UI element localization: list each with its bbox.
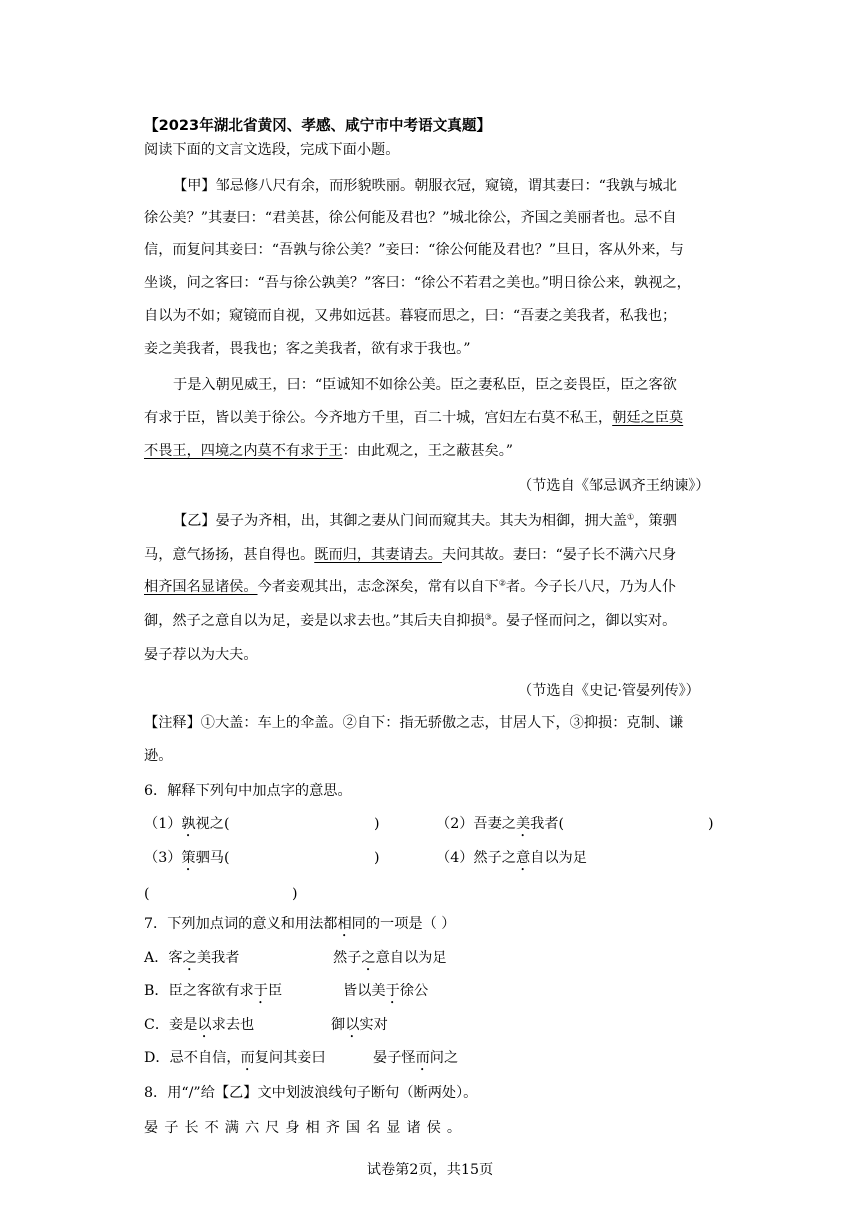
option-d-part2: [373, 1048, 458, 1074]
instruction: 阅读下面的文言文选段，完成下面小题。: [144, 142, 400, 158]
option-b-part1[interactable]: [144, 981, 282, 1007]
item-text: 我者(: [530, 816, 565, 832]
passage-line: 坐谈，问之客曰：“吾与徐公孰美？”客曰：“徐公不若君之美也。”明日徐公来，孰视之，: [144, 275, 691, 291]
q6-item-4: [436, 848, 587, 874]
wavy-underlined-sentence: 相齐国名显诸侯。: [144, 579, 258, 595]
sentence-to-punctuate: 晏子长不满六尺身相齐国名显诸侯。: [144, 1120, 468, 1136]
dotted-char: 而: [240, 1050, 255, 1066]
question-7-stem: [144, 914, 456, 940]
option-text: 徐公: [399, 983, 429, 999]
q6-blank-2-close: ): [708, 816, 714, 832]
option-text: 御: [331, 1017, 346, 1033]
item-text: 驷马(: [195, 850, 230, 866]
stem-text: 同的一项是（ ）: [351, 916, 456, 932]
passage-line: [144, 611, 676, 631]
option-text: 求去也: [211, 1017, 255, 1033]
dotted-char: 美: [515, 816, 531, 832]
option-text: 皆以美: [343, 983, 386, 999]
q6-blank-4-close: ): [292, 886, 298, 902]
passage-text: 夫问其故。妻曰：“晏子长不满六尺身: [441, 547, 677, 563]
option-text: 晏子怪: [373, 1050, 416, 1066]
source-citation: （节选自《邹忌讽齐王纳谏》）: [518, 478, 710, 494]
stem-text: 7．下列加点词的意义和用法都: [144, 916, 338, 932]
passage-text: ，策驷: [634, 513, 677, 529]
page-number: 试卷第2页，共15页: [366, 1162, 494, 1178]
option-text: 问之: [429, 1050, 459, 1066]
underlined-sentence: 朝廷之臣莫: [612, 410, 684, 426]
passage-text: 御，然子之意自以为足，妾是以求去也。”其后夫自抑损: [144, 613, 485, 629]
underlined-sentence: 不畏王，四境之内莫不有求于王: [144, 443, 343, 459]
footnote-mark: ②: [498, 578, 506, 588]
question-6-stem: 6．解释下列句中加点字的意思。: [144, 783, 352, 799]
passage-text: 。晏子怪而问之，御以实对。: [491, 613, 677, 629]
footnote-mark: ①: [627, 512, 635, 522]
item-text: （2）吾妻之: [436, 816, 516, 832]
dotted-char: 相: [337, 916, 352, 932]
dotted-char: 之: [182, 950, 197, 966]
passage-text: ：由此观之，王之蔽甚矣。”: [342, 443, 514, 459]
annotation-line: 逊。: [144, 748, 173, 764]
passage-line: 徐公美？”其妻曰：“君美甚，徐公何能及君也？”城北徐公，齐国之美丽者也。忌不自: [144, 210, 677, 226]
option-text: 复问其妾曰: [254, 1050, 326, 1066]
item-text: 自以为足: [530, 850, 587, 866]
q6-blank-3-close: ): [374, 850, 380, 866]
question-8-stem: 8．用“/”给【乙】文中划波浪线句子断句（断两处）。: [144, 1085, 478, 1101]
dotted-char: 孰: [181, 816, 196, 832]
item-number: （3）: [144, 850, 182, 866]
option-d-part1[interactable]: [144, 1048, 326, 1074]
item-text: 视之(: [195, 816, 230, 832]
passage-text: 【乙】晏子为齐相，出，其御之妻从门间而窥其夫。其夫为相御，拥大盖: [173, 513, 628, 529]
passage-line: 于是入朝见威王，曰：“臣诚知不如徐公美。臣之妻私臣，臣之妾畏臣，臣之客欲: [173, 377, 677, 393]
passage-text: 马，意气扬扬，甚自得也。: [144, 547, 315, 563]
passage-line: 【甲】邹忌修八尺有余，而形貌昳丽。朝服衣冠，窥镜，谓其妻曰：“我孰与城北: [173, 178, 677, 194]
dotted-char: 于: [253, 983, 268, 999]
q6-item-2: [436, 814, 564, 840]
source-citation: （节选自《史记·管晏列传》）: [518, 683, 700, 699]
option-text: 然子: [333, 950, 362, 966]
option-text: 臣: [267, 983, 283, 999]
q6-item-1: [144, 814, 230, 840]
option-text: D．忌不自信，: [144, 1050, 241, 1066]
option-a-part1[interactable]: [144, 948, 239, 974]
passage-text: 今者妾观其出，志念深矣，常有以自下: [257, 579, 499, 595]
dotted-char: 而: [415, 1050, 430, 1066]
option-text: B．臣之客欲有求: [144, 983, 254, 999]
passage-line: 妾之美我者，畏我也；客之美我者，欲有求于我也。”: [144, 341, 471, 357]
dotted-char: 以: [197, 1017, 212, 1033]
passage-line: 自以为不如；窥镜而自视，又弗如远甚。暮寝而思之，曰：“吾妻之美我者，私我也；: [144, 308, 677, 324]
passage-line: [144, 408, 683, 428]
passage-line: [173, 511, 677, 531]
dotted-char: 策: [181, 850, 196, 866]
option-text: 美我者: [196, 950, 240, 966]
option-c-part2: [331, 1015, 388, 1041]
q6-blank-4-open: (: [144, 886, 150, 902]
passage-line: 信，而复问其妾曰：“吾孰与徐公美？”妾曰：“徐公何能及君也？”旦日，客从外来，与: [144, 242, 684, 258]
passage-line: [144, 545, 676, 565]
option-b-part2: [343, 981, 428, 1007]
passage-line: 晏子荐以为大夫。: [144, 647, 258, 663]
passage-line: [144, 577, 676, 597]
option-text: C．妾是: [144, 1017, 198, 1033]
annotation-line: 【注释】①大盖：车上的伞盖。②自下：指无骄傲之志，甘居人下，③抑损：克制、谦: [144, 715, 684, 731]
passage-text: 有求于臣，皆以美于徐公。今齐地方千里，百二十城，宫妇左右莫不私王，: [144, 410, 613, 426]
passage-text: 者。今子长八尺，乃为人仆: [505, 579, 677, 595]
dotted-char: 以: [345, 1017, 360, 1033]
option-text: 实对: [359, 1017, 388, 1033]
item-text: （4）然子之: [436, 850, 516, 866]
item-number: （1）: [144, 816, 182, 832]
q6-item-3: [144, 848, 230, 874]
option-a-part2: [333, 948, 447, 974]
option-c-part1[interactable]: [144, 1015, 254, 1041]
underlined-sentence: 既而归，其妻请去。: [314, 547, 442, 563]
exam-title: 【2023年湖北省黄冈、孝感、咸宁市中考语文真题】: [144, 117, 492, 134]
passage-line: [144, 441, 513, 461]
dotted-char: 之: [361, 950, 376, 966]
option-text: 意自以为足: [375, 950, 447, 966]
option-text: A．客: [144, 950, 183, 966]
q6-blank-1-close: ): [374, 816, 380, 832]
dotted-char: 意: [515, 850, 531, 866]
footnote-mark: ③: [484, 612, 492, 622]
dotted-char: 于: [385, 983, 400, 999]
